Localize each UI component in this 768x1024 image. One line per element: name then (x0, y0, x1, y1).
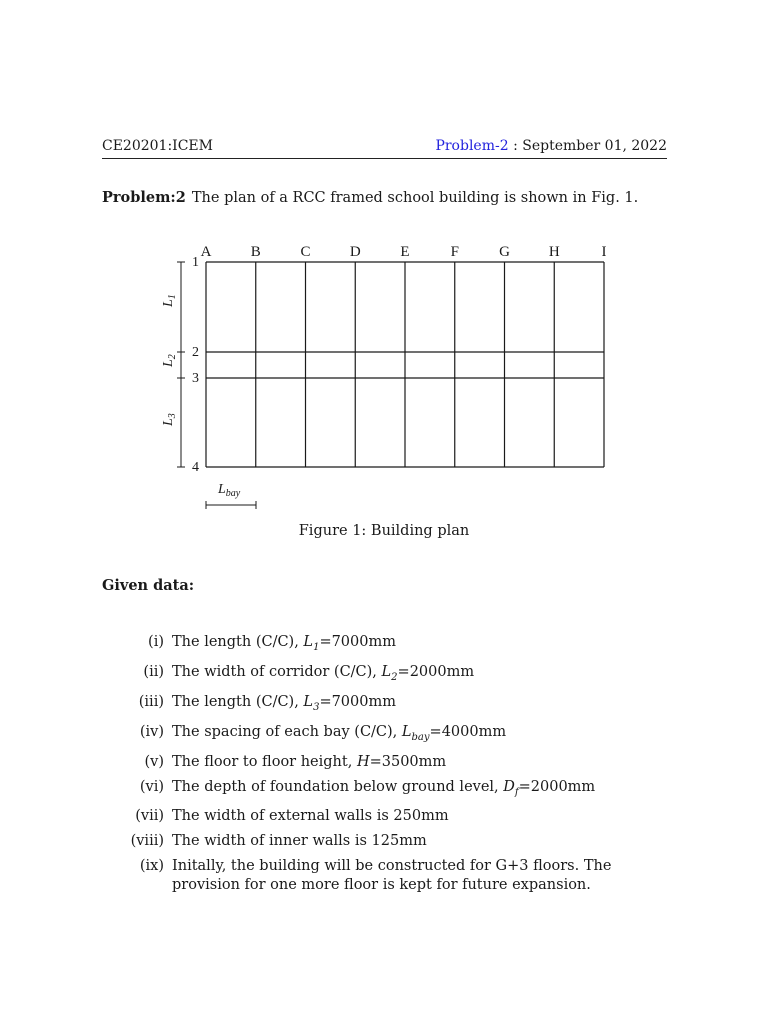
item-number: (iii) (138, 693, 164, 710)
row-label-3: 3 (192, 371, 199, 386)
header-date: : September 01, 2022 (508, 138, 667, 154)
given-data-list (102, 633, 672, 901)
row-label-2: 2 (192, 345, 199, 360)
item-variable: L (303, 634, 314, 650)
item-number: (vii) (135, 808, 164, 825)
column-labels (201, 244, 607, 260)
item-variable: L (303, 693, 314, 710)
item-subscript: 1 (313, 641, 320, 653)
column-label-D: D (349, 244, 361, 260)
given-item (102, 857, 672, 895)
dim-label-L3: $L_3$ (161, 413, 178, 426)
item-value: =7000mm (319, 634, 396, 650)
item-text: Initally, the building will be constructed for G+3 floors. The provision for one more floor is kept for future expansion. (172, 858, 612, 894)
dim-label-L1: $L_1$ (161, 294, 178, 307)
column-label-A: A (200, 244, 212, 260)
item-value: =2000mm (397, 663, 475, 680)
given-item (102, 633, 672, 657)
problem-text: The plan of a RCC framed school building is shown in Fig. 1. (191, 190, 639, 206)
column-label-I: I (601, 244, 607, 260)
item-variable: H (356, 753, 370, 770)
item-value: =4000mm (429, 723, 507, 740)
course-code: CE20201:ICEM (102, 138, 213, 154)
item-subscript: 3 (313, 701, 320, 713)
given-item (102, 693, 672, 717)
item-number: (v) (144, 753, 164, 770)
column-label-B: B (250, 244, 261, 260)
given-item (102, 723, 672, 747)
item-variable: D (503, 778, 515, 795)
item-text: The floor to floor height, (172, 753, 357, 770)
item-text: The width of inner walls is 125mm (172, 833, 427, 850)
given-item (102, 753, 672, 772)
item-subscript: bay (411, 731, 430, 743)
column-label-G: G (499, 244, 510, 260)
given-item (102, 832, 672, 851)
given-item (102, 663, 672, 687)
row-label-1: 1 (192, 255, 199, 270)
item-number: (ix) (139, 858, 164, 875)
column-label-C: C (300, 244, 311, 260)
dim-label-L2: $L_2$ (161, 354, 178, 367)
item-text: The depth of foundation below ground level, (172, 778, 504, 795)
given-item (102, 778, 672, 802)
item-subscript: 2 (391, 671, 398, 683)
item-text: The width of external walls is 250mm (172, 808, 449, 825)
item-text: The length (C/C), (172, 634, 304, 650)
column-label-F: F (450, 244, 459, 260)
dimension-lines (177, 262, 256, 509)
item-subscript: f (514, 786, 519, 798)
item-text: The spacing of each bay (C/C), (172, 723, 402, 740)
item-number: (viii) (130, 833, 164, 850)
item-text: The length (C/C), (172, 693, 304, 710)
problem-label: Problem:2 (102, 189, 186, 206)
item-number: (iv) (139, 723, 164, 740)
item-variable: L (381, 663, 392, 680)
plan-grid (206, 262, 604, 467)
item-value: =7000mm (319, 693, 396, 710)
item-number: (i) (148, 634, 164, 650)
item-number: (ii) (143, 663, 164, 680)
item-text: The width of corridor (C/C), (172, 663, 382, 680)
figure-caption: Figure 1: Building plan (298, 523, 470, 539)
item-variable: L (401, 723, 412, 740)
row-labels (192, 255, 199, 475)
row-label-4: 4 (192, 460, 199, 475)
item-number: (vi) (139, 778, 164, 795)
item-value: =3500mm (369, 753, 447, 770)
dim-label-Lbay: $L_{bay}$ (218, 482, 241, 499)
problem-link[interactable]: Problem-2 (435, 138, 509, 154)
column-label-E: E (400, 244, 410, 260)
given-item (102, 807, 672, 826)
column-label-H: H (548, 244, 560, 260)
given-data-heading: Given data: (102, 577, 195, 594)
item-value: =2000mm (518, 778, 596, 795)
